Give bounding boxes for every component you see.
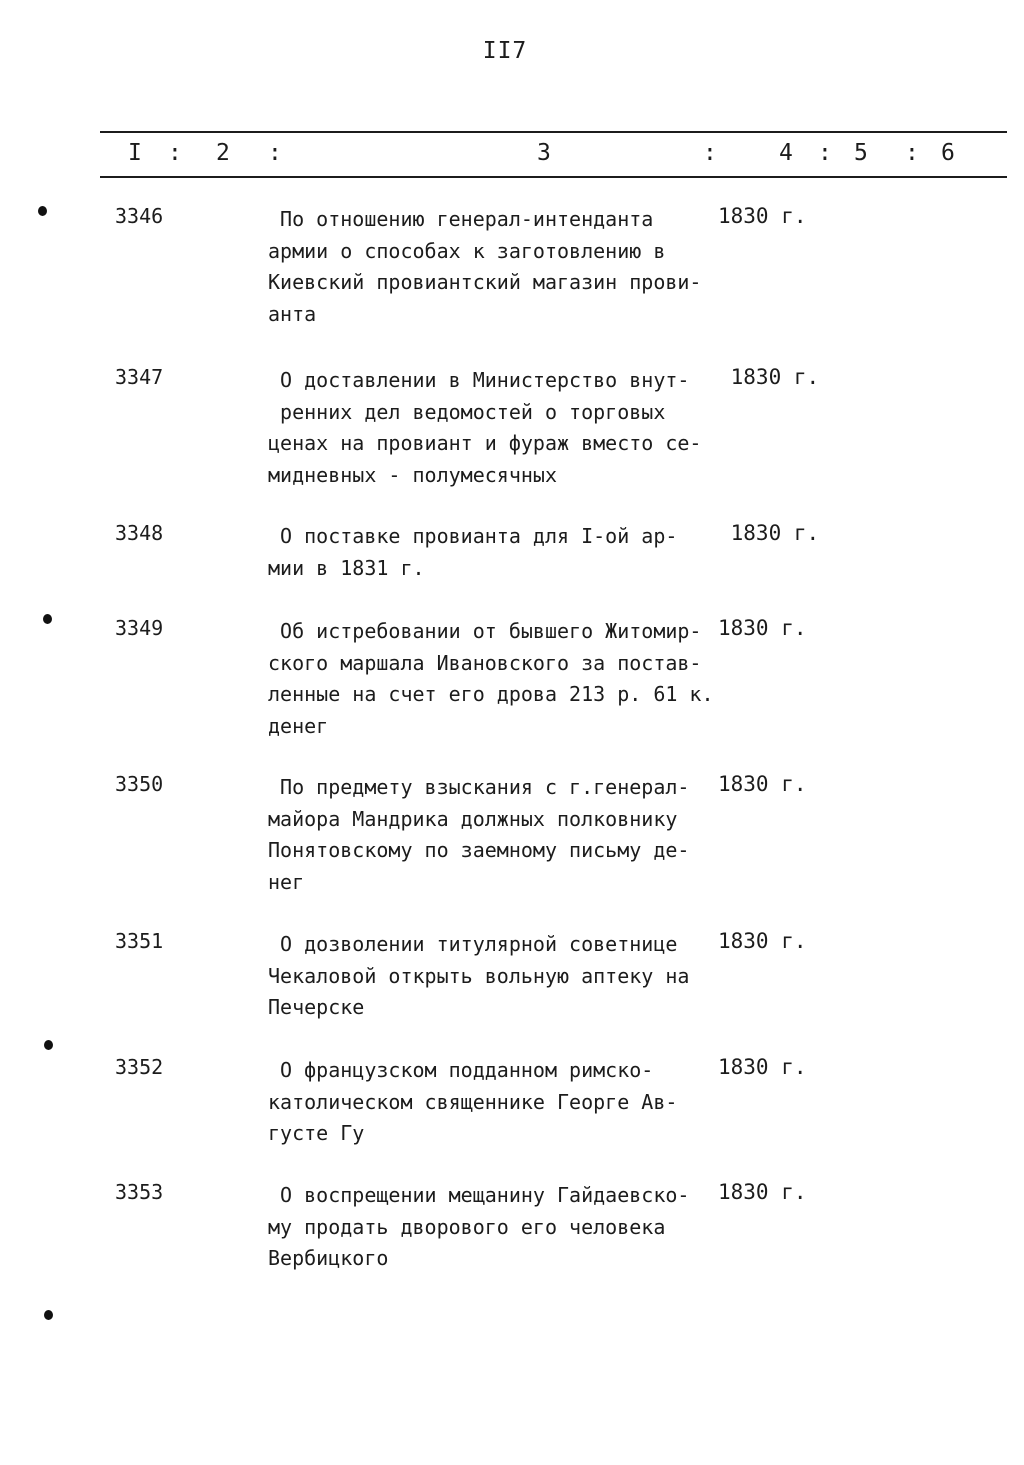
entry-number: 3346 [115,204,164,228]
header-col-6: 6 [941,140,955,166]
entry-date: 1830 г. [718,204,807,228]
entry-date: 1830 г. [718,616,807,640]
entry-number: 3352 [115,1055,164,1079]
table-header-rule [100,176,1007,178]
header-separator: : [168,140,182,166]
page-number: II7 [482,38,528,64]
header-separator: : [818,140,832,166]
entry-description: О поставке провианта для I-ой ар- мии в 1831 г. [268,524,678,580]
header-separator: : [905,140,919,166]
punch-hole-mark [43,614,52,624]
entry-description: О французском подданном римско- католическом священнике Георге Ав- густе Гу [268,1058,678,1145]
entry-number: 3351 [115,929,164,953]
entry-date: 1830 г. [718,772,807,796]
entry-description: Об истребовании от бывшего Житомир- ского маршала Ивановского за постав- ленные на счет его дрова 213 р. 61 к. денег [268,619,714,738]
header-col-2: 2 [216,140,230,166]
entry-date: 1830 г. [718,365,820,389]
header-col-3: 3 [537,140,551,166]
entry-description: О воспрещении мещанину Гайдаевско- му продать дворового его человека Вербицкого [268,1183,690,1270]
header-col-4: 4 [779,140,793,166]
entry-number: 3348 [115,521,164,545]
entry-number: 3350 [115,772,164,796]
header-separator: : [703,140,717,166]
header-separator: : [268,140,282,166]
entry-number: 3349 [115,616,164,640]
punch-hole-mark [38,206,47,216]
entry-date: 1830 г. [718,929,807,953]
table-top-rule [100,131,1007,133]
punch-hole-mark [44,1040,53,1050]
entry-description: По предмету взыскания с г.генерал- майора Мандрика должных полковнику Понятовскому по заемному письму де- нег [268,775,690,894]
entry-description: По отношению генерал-интенданта армии о способах к заготовлению в Киевский провиантский магазин прови- анта [268,207,702,326]
entry-description: О дозволении титулярной советнице Чекаловой открыть вольную аптеку на Печерске [268,932,690,1019]
entry-number: 3347 [115,365,164,389]
entry-date: 1830 г. [718,1055,807,1079]
punch-hole-mark [44,1310,53,1320]
entry-date: 1830 г. [718,1180,807,1204]
entry-number: 3353 [115,1180,164,1204]
entry-description: О доставлении в Министерство внут- ренних дел ведомостей о торговых ценах на провиант и фураж вместо се- мидневных - полумесячных [268,368,702,487]
header-col-1: I [128,140,142,166]
entry-date: 1830 г. [718,521,820,545]
header-col-5: 5 [854,140,868,166]
